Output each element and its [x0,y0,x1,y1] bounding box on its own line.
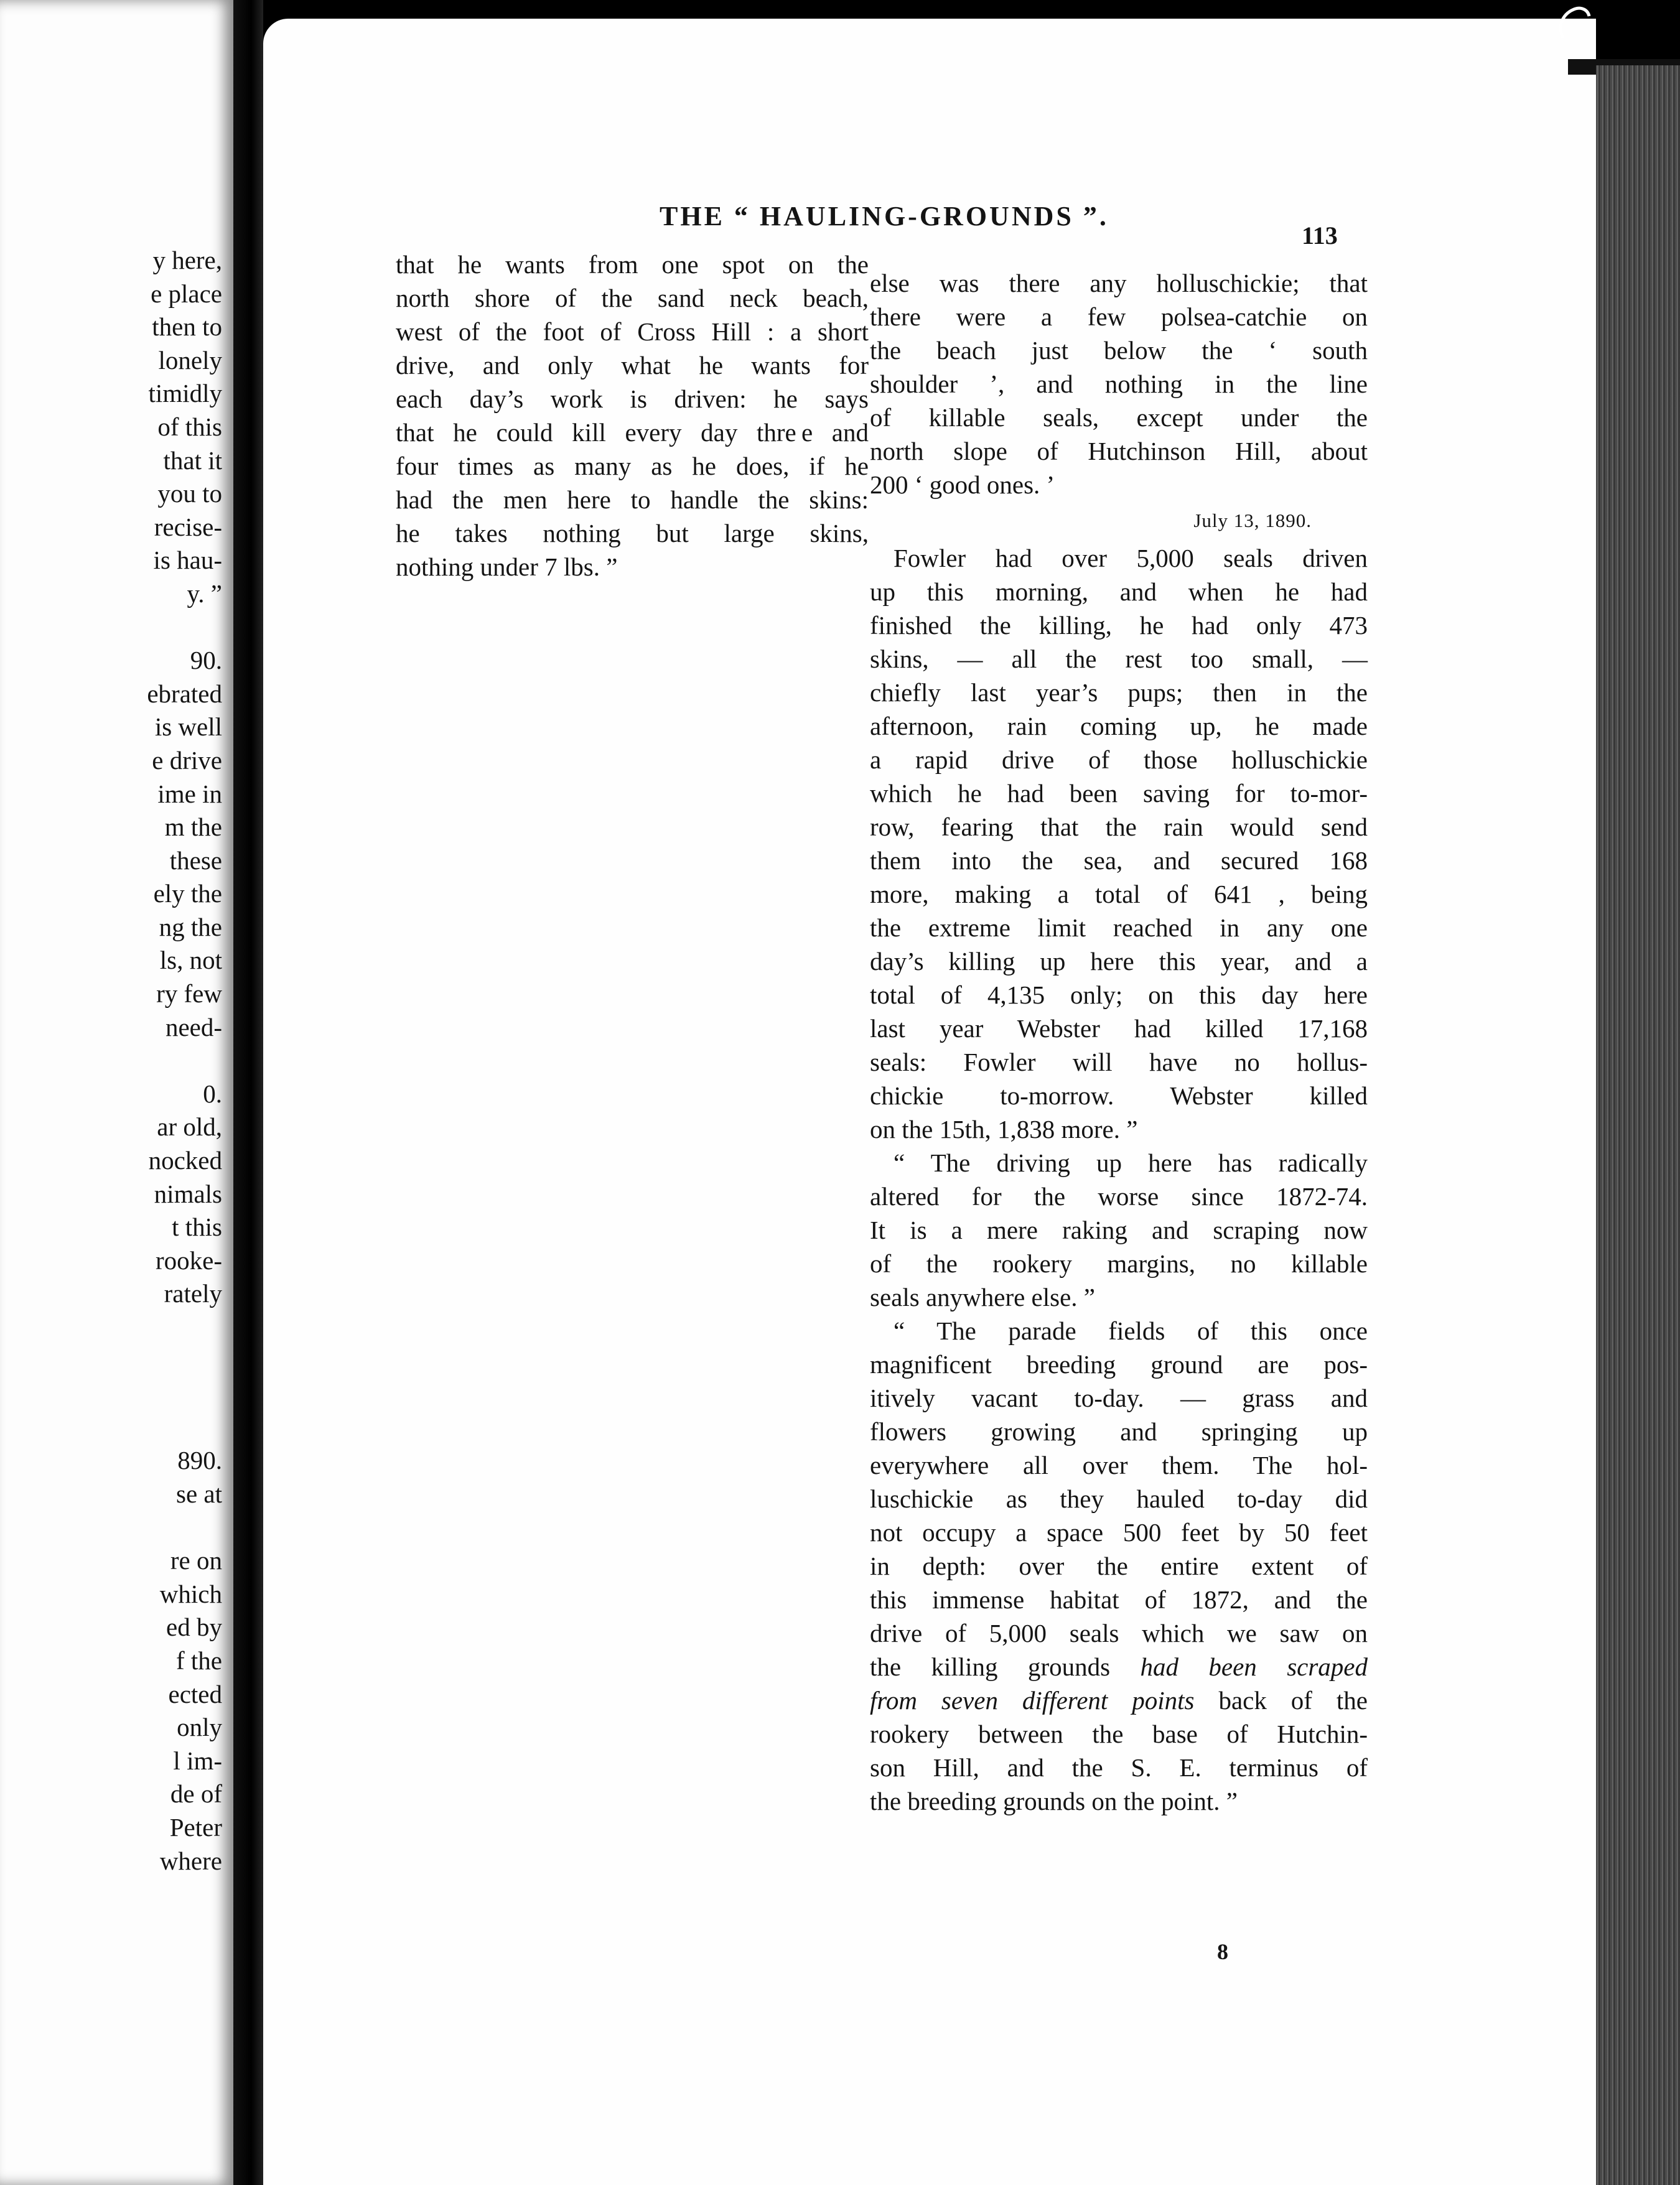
text-line: Fowler had over 5,000 seals driven [894,544,1368,572]
text-line: chiefly last year’s pups; then in the [870,678,1368,707]
fragment-line: l im- [173,1746,222,1775]
fragment-line: Peter [169,1812,222,1842]
text-line: the killing grounds had been scraped [870,1652,1368,1681]
fragment-line: where [159,1846,222,1875]
fragment-line [0,1411,222,1445]
text-line: four times as many as he does, if he [396,452,869,480]
fragment-line: 90. [190,646,222,675]
fragment-line: re on [170,1546,222,1575]
text-line: more, making a total of 641 , being [870,880,1368,908]
signature-mark: 8 [1217,1939,1228,1964]
text-line: north slope of Hutchinson Hill, about [870,437,1368,465]
text-line: “ The driving up here has radically [894,1148,1368,1177]
fragment-line: e drive [152,745,222,775]
text-line: afternoon, rain coming up, he made [870,712,1368,740]
fragment-line: timidly [148,379,222,408]
fragment-line: of this [157,412,222,441]
fragment-line: ime in [157,779,222,808]
paragraph-driving [870,1146,1368,1314]
text-line: that he wants from one spot on the [396,250,869,279]
fragment-line: ed by [166,1613,222,1642]
fragment-line: ely the [153,879,222,908]
text-line: nothing under 7 lbs. ” [396,552,618,581]
text-line: up this morning, and when he had [870,577,1368,606]
fragment-line: y. ” [187,579,222,608]
text-line: had the men here to handle the skins: [396,485,869,514]
fragment-line: ng the [159,912,222,941]
fragment-line: need- [165,1012,222,1041]
text-line: altered for the worse since 1872-74. [870,1182,1368,1211]
text-line: row, fearing that the rain would send [870,813,1368,841]
text-line: finished the killing, he had only 473 [870,611,1368,640]
text-line: he takes nothing but large skins, [396,519,869,547]
text-line: day’s killing up here this year, and a [870,947,1368,976]
text-line: this immense habitat of 1872, and the [870,1585,1368,1614]
text-line: rookery between the base of Hutchin- [870,1720,1368,1748]
text-line: drive, and only what he wants for [396,351,869,380]
text-line: west of the foot of Cross Hill : a short [396,317,869,346]
italic-emphasis: had been scraped [1140,1652,1368,1681]
text-line: that he could kill every day thre e and [396,418,869,447]
fragment-line: ected [168,1679,222,1708]
fragment-line: then to [152,312,222,342]
fragment-line: you to [157,479,222,508]
left-column [396,248,869,584]
fragment-line: rooke- [155,1246,222,1275]
fragment-line: t this [172,1213,222,1242]
text-line: the breeding grounds on the point. ” [870,1787,1238,1815]
fragment-line: se at [176,1479,222,1508]
fragment-line: that it [163,445,222,475]
fragment-line: 0. [203,1079,222,1108]
text-line: drive of 5,000 seals which we saw on [870,1619,1368,1647]
text-line: a rapid drive of those holluschickie [870,745,1368,774]
continuation-paragraph [870,266,1368,501]
fragment-line: ar old, [157,1112,222,1142]
text-line: there were a few polsea-catchie on [870,302,1368,331]
fragment-line: which [159,1579,222,1608]
text-line: magnificent breeding ground are pos- [870,1350,1368,1379]
fragment-line: de of [170,1779,222,1809]
fragment-line: nocked [148,1146,222,1175]
fragment-line: recise- [154,512,222,541]
text-line: the extreme limit reached in any one [870,913,1368,942]
text-line: each day’s work is driven: he says [396,384,869,413]
text-line: of killable seals, except under the [870,403,1368,432]
previous-page-text [0,244,222,1878]
text-line: else was there any holluschickie; that [870,269,1368,297]
fragment-line [0,1377,222,1411]
fragment-line: ebrated [147,679,222,708]
fragment-line [0,1344,222,1378]
text-line: in depth: over the entire extent of [870,1552,1368,1580]
fragment-line: is hau- [153,546,222,575]
paragraph-parade [870,1314,1368,1818]
text-line: skins, — all the rest too small, — [870,645,1368,673]
corner-mark-icon [1544,4,1594,41]
text-line: which he had been saving for to-mor- [870,779,1368,808]
italic-emphasis: from seven different points [870,1686,1195,1715]
text-line: “ The parade fields of this once [894,1316,1368,1345]
book-page-edges [1596,65,1680,2185]
fragment-line: ls, not [159,946,222,975]
text-line: son Hill, and the S. E. terminus of [870,1753,1368,1782]
text-line: It is a mere raking and scraping now [870,1216,1368,1244]
text-line: chickie to-morrow. Webster killed [870,1081,1368,1110]
fragment-line: y here, [152,246,222,274]
text-line: itively vacant to-day. — grass and [870,1384,1368,1412]
text-line: north shore of the sand neck beach, [396,284,869,312]
text-line: last year Webster had killed 17,168 [870,1014,1368,1043]
fragment-line [0,1311,222,1344]
text-line: total of 4,135 only; on this day here [870,981,1368,1009]
text-line: from seven different points back of the [870,1686,1368,1715]
text-line: them into the sea, and secured 168 [870,846,1368,875]
fragment-line: lonely [158,345,222,375]
fragment-line: rately [164,1279,222,1308]
text-line: seals anywhere else. ” [870,1283,1095,1311]
text-line: on the 15th, 1,838 more. ” [870,1115,1138,1144]
previous-page [0,0,233,2185]
text-line: seals: Fowler will have no hollus- [870,1048,1368,1076]
right-column [870,266,1368,1818]
text-line: flowers growing and springing up [870,1417,1368,1446]
text-line: of the rookery margins, no killable [870,1249,1368,1278]
fragment-line: e place [151,279,222,308]
running-head: THE “ HAULING-GROUNDS ”. [660,201,1109,231]
book-gutter [233,0,263,2185]
fragment-line [0,1044,222,1078]
fragment-line [0,1511,222,1545]
fragment-line: 890. [177,1446,222,1475]
fragment-line: is well [154,712,222,742]
text-line: 200 ‘ good ones. ’ [870,470,1055,499]
fragment-line: m the [164,813,222,842]
paragraph-fowler [870,541,1368,1146]
text-line: luschickie as they hauled to-day did [870,1484,1368,1513]
fragment-line: ry few [156,979,222,1009]
dateline: July 13, 1890. [1193,510,1312,531]
text-line: everywhere all over them. The hol- [870,1451,1368,1479]
page-number: 113 [1302,221,1338,249]
fragment-line: nimals [154,1179,222,1208]
text-line: not occupy a space 500 feet by 50 feet [870,1518,1368,1547]
text-line: shoulder ’, and nothing in the line [870,370,1368,398]
fragment-line: f the [176,1646,222,1675]
text-line: the beach just below the ‘ south [870,336,1368,365]
fragment-line: only [177,1713,222,1742]
fragment-line [0,611,222,645]
fragment-line: these [169,846,222,875]
